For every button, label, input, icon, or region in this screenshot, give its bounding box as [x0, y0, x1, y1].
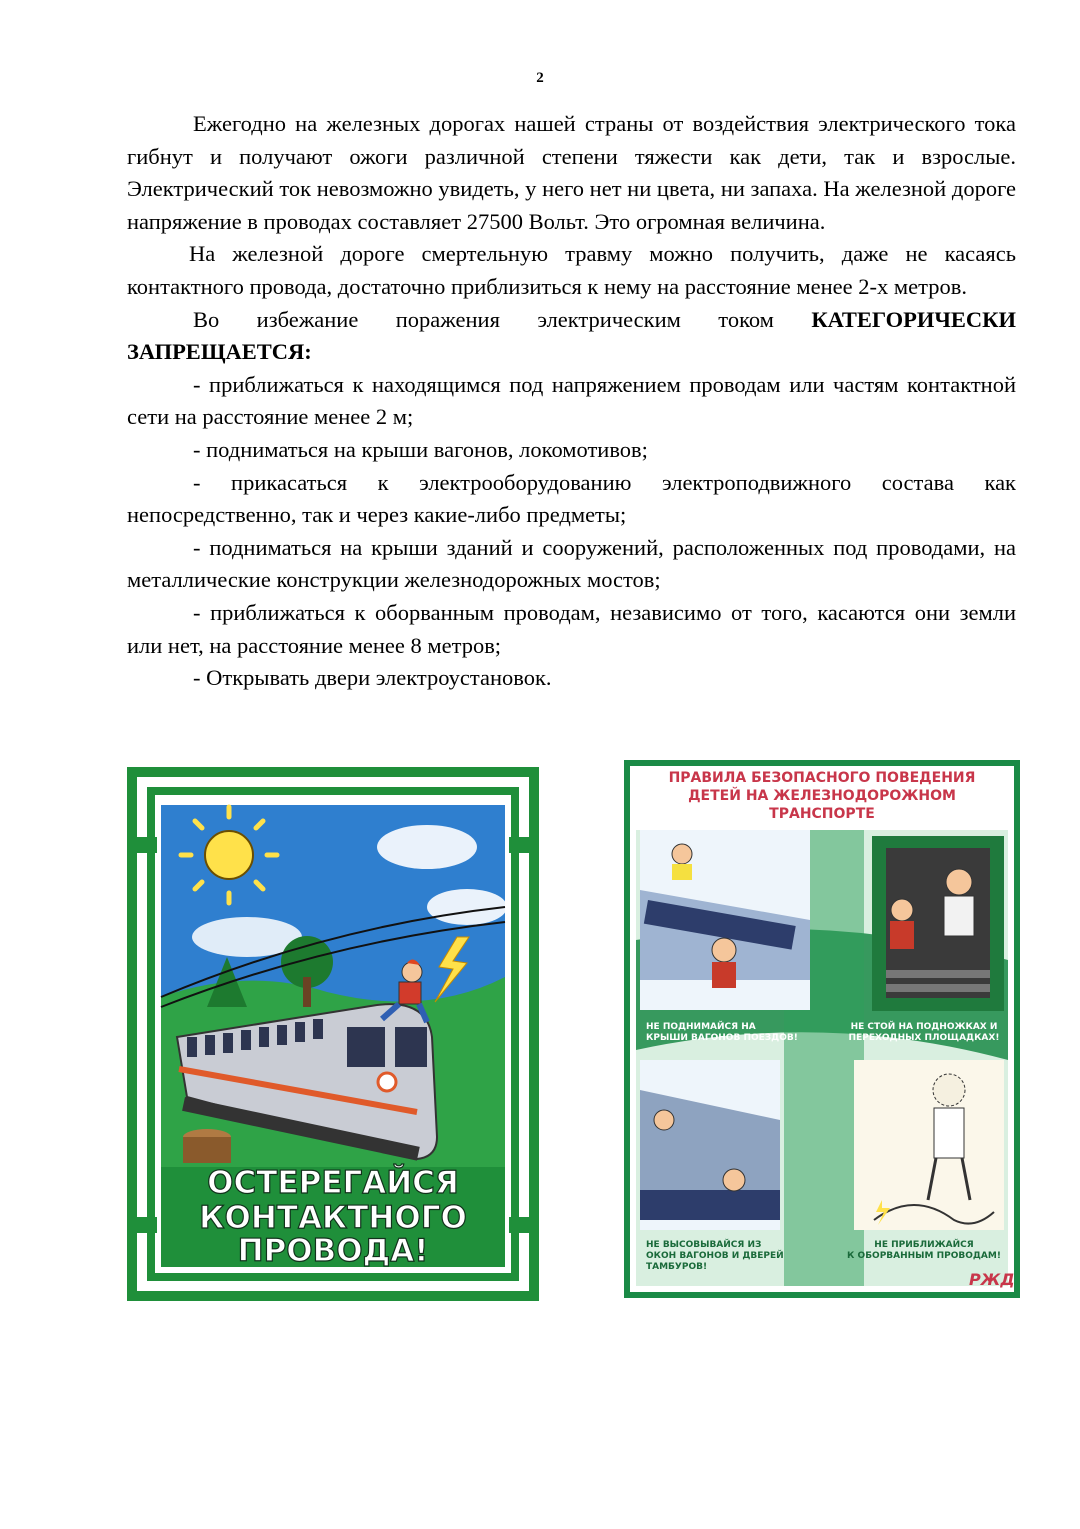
- paragraph-prohibited: [127, 304, 1016, 369]
- rule-item: - приближаться к оборванным проводам, независимо от того, касаются они земли или нет, на расстояние менее 8 метров;: [127, 599, 1016, 658]
- poster2-title-line3: ТРАНСПОРТЕ: [769, 806, 875, 822]
- caption-window-line3: ТАМБУРОВ!: [646, 1262, 708, 1272]
- panel-roof: [640, 830, 810, 1010]
- panel-broken-wire: [854, 1060, 1004, 1230]
- rule-item: - подниматься на крыши зданий и сооружений, расположенных под проводами, на металлические конструкции железнодорожных мостов;: [127, 534, 1016, 593]
- caption-window-line2: ОКОН ВАГОНОВ И ДВЕРЕЙ: [646, 1251, 784, 1261]
- paragraph-intro: Ежегодно на железных дорогах нашей страны от воздействия электрического тока гибнут и получают ожоги различной степени тяжести как дети, так и взрослые. Электрический ток невозможно увидеть, у него нет ни цвета, ни запаха. На железной дороге напряжение в проводах составляет 27500 Вольт. Это огромная величина.: [127, 111, 1016, 234]
- paragraph-danger: На железной дороге смертельную травму можно получить, даже не касаясь контактного провода, достаточно приблизиться к нему на расстояние менее 2-х метров.: [127, 241, 1016, 299]
- poster2-title-line1: ПРАВИЛА БЕЗОПАСНОГО ПОВЕДЕНИЯ: [668, 770, 976, 786]
- caption-roof-line2: КРЫШИ ВАГОНОВ ПОЕЗДОВ!: [646, 1033, 798, 1043]
- caption-wire-line1: НЕ ПРИБЛИЖАЙСЯ: [874, 1240, 974, 1250]
- panel-window: [640, 1060, 780, 1230]
- caption-steps-line1: НЕ СТОЙ НА ПОДНОЖКАХ И: [850, 1022, 998, 1032]
- poster-contact-wire: [127, 767, 539, 1301]
- panel-steps: [872, 836, 1004, 1011]
- poster1-line3: ПРОВОДА!: [237, 1233, 429, 1269]
- poster-safety-rules: [624, 760, 1020, 1298]
- poster2-title-line2: ДЕТЕЙ НА ЖЕЛЕЗНОДОРОЖНОМ: [688, 788, 956, 804]
- body-text: [127, 108, 1016, 695]
- poster1-line2: КОНТАКТНОГО: [199, 1200, 467, 1236]
- rule-item: - приближаться к находящимся под напряжением проводам или частям контактной сети на расстояние менее 2 м;: [127, 371, 1016, 430]
- rule-item: - прикасаться к электрооборудованию электроподвижного состава как непосредственно, так и через какие-либо предметы;: [127, 469, 1016, 528]
- rule-item: - подниматься на крыши вагонов, локомотивов;: [193, 436, 648, 462]
- caption-wire-line2: К ОБОРВАННЫМ ПРОВОДАМ!: [847, 1251, 1001, 1261]
- rzd-logo: РЖД: [969, 1270, 1015, 1289]
- caption-window-line1: НЕ ВЫСОВЫВАЙСЯ ИЗ: [646, 1240, 762, 1250]
- prohibited-lead: Во избежание поражения электрическим током: [193, 306, 812, 332]
- poster1-line1: ОСТЕРЕГАЙСЯ: [207, 1165, 459, 1201]
- caption-steps-line2: ПЕРЕХОДНЫХ ПЛОЩАДКАХ!: [848, 1033, 1000, 1043]
- prohibited-heading: КАТЕГОРИЧЕСКИ ЗАПРЕЩАЕТСЯ:: [127, 306, 1016, 365]
- page-number: 2: [536, 70, 544, 86]
- rule-item: - Открывать двери электроустановок.: [193, 665, 552, 691]
- caption-roof-line1: НЕ ПОДНИМАЙСЯ НА: [646, 1022, 756, 1032]
